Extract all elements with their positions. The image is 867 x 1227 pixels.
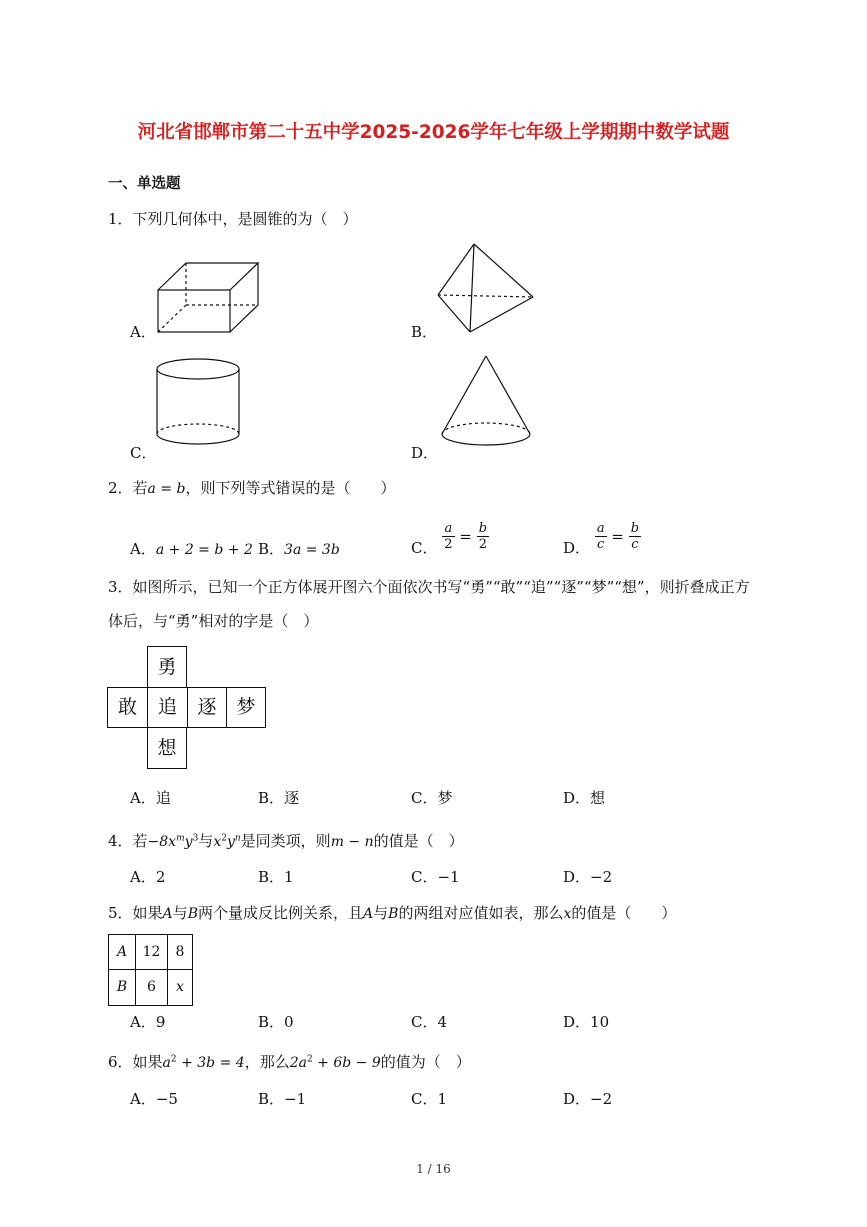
q4-term-1: $-8x^my^3$ xyxy=(147,833,199,850)
q2-condition: a = b xyxy=(147,481,186,497)
q2-option-a-label: A． xyxy=(130,540,156,558)
page-title: 河北省邯郸市第二十五中学2025-2026学年七年级上学期期中数学试题 xyxy=(137,122,730,143)
q4-connector: 与 xyxy=(198,832,214,850)
q2-option-d-left-fraction: $\frac{a}{c}$ xyxy=(596,521,605,552)
cone-icon xyxy=(436,352,536,452)
q4-option-d[interactable]: D．−2 xyxy=(563,868,613,886)
q1-option-d[interactable]: D． xyxy=(411,444,439,462)
question-3-line-2: 体后，与“勇”相对的字是（ ） xyxy=(108,612,319,630)
q2-option-a[interactable] xyxy=(130,538,253,559)
question-1-stem: 1．下列几何体中，是圆锥的为（ ） xyxy=(108,210,358,228)
q2-option-b-label: B． xyxy=(258,540,285,558)
q1-option-a[interactable]: A． xyxy=(130,323,156,341)
q1-option-c[interactable]: C． xyxy=(130,444,157,462)
q6-option-b[interactable]: B．−1 xyxy=(258,1090,307,1108)
q5-option-d[interactable]: D．10 xyxy=(563,1013,610,1031)
q2-option-a-expr: a + 2 = b + 2 xyxy=(155,542,253,558)
question-6-stem: 6．如果$a^2 + 3b = 4$，那么$2a^2 + 6b - 9$的值为（ ） xyxy=(108,1053,471,1071)
q4-option-a[interactable]: A．2 xyxy=(130,868,166,886)
q5-option-c[interactable]: C．4 xyxy=(411,1013,448,1031)
table-cell: 8 xyxy=(167,934,193,970)
net-face-2: 追 xyxy=(147,687,188,728)
question-2-stem xyxy=(108,477,396,498)
q6-option-d[interactable]: D．−2 xyxy=(563,1090,613,1108)
q5-option-a[interactable]: A．9 xyxy=(130,1013,166,1031)
net-face-3: 逐 xyxy=(187,687,227,728)
q4-option-b[interactable]: B．1 xyxy=(258,868,294,886)
q6-condition: $a^2 + 3b = 4$ xyxy=(162,1054,245,1071)
q6-option-a[interactable]: A．−5 xyxy=(130,1090,178,1108)
q2-prefix: 2．若 xyxy=(108,479,148,497)
q3-option-c[interactable]: C．梦 xyxy=(411,789,453,807)
q2-option-d-label: D． xyxy=(563,539,591,557)
q2-suffix: ，则下列等式错误的是（ ） xyxy=(185,479,396,497)
q4-term-2: $x^2y^n$ xyxy=(213,833,241,850)
q5-option-b[interactable]: B．0 xyxy=(258,1013,294,1031)
net-face-1: 敢 xyxy=(107,687,148,728)
q2-option-c-right-fraction: $\frac{b}{2}$ xyxy=(478,521,488,552)
q2-option-c[interactable] xyxy=(411,515,489,558)
q2-option-d[interactable] xyxy=(563,515,641,558)
section-heading: 一、单选题 xyxy=(108,176,181,192)
q4-option-c[interactable]: C．−1 xyxy=(411,868,460,886)
q4-middle-text: 是同类项，则 xyxy=(240,832,331,850)
q4-suffix: 的值是（ ） xyxy=(373,832,464,850)
q6-option-c[interactable]: C．1 xyxy=(411,1090,448,1108)
q3-option-b[interactable]: B．逐 xyxy=(258,789,300,807)
q3-option-d[interactable]: D．想 xyxy=(563,789,606,807)
q4-expression: m − n xyxy=(330,834,374,850)
q2-option-c-label: C． xyxy=(411,539,438,557)
table-cell: x xyxy=(167,969,193,1006)
net-face-top: 勇 xyxy=(147,646,187,688)
question-3-line-1: 3．如图所示，已知一个正方体展开图六个面依次书写“勇”“敢”“追”“逐”“梦”“想”，则折叠成正方 xyxy=(108,578,750,596)
question-5-stem: 5．如果A与B两个量成反比例关系，且A与B的两组对应值如表，那么x的值是（ ） xyxy=(108,904,677,922)
q3-option-a[interactable]: A．追 xyxy=(130,789,171,807)
q1-option-b[interactable]: B． xyxy=(411,323,438,341)
q4-prefix: 4．若 xyxy=(108,832,148,850)
q2-option-b[interactable] xyxy=(258,538,340,559)
net-face-4: 梦 xyxy=(226,687,266,728)
q2-option-c-equals: = xyxy=(459,527,472,546)
cylinder-icon xyxy=(152,356,247,448)
q2-option-c-left-fraction: $\frac{a}{2}$ xyxy=(444,521,453,552)
q2-option-d-equals: = xyxy=(611,527,624,546)
q2-option-b-expr: 3a = 3b xyxy=(284,542,340,558)
table-cell: A xyxy=(108,934,136,970)
pyramid-icon xyxy=(432,240,542,335)
question-4-stem xyxy=(108,830,464,851)
cuboid-icon xyxy=(150,258,265,338)
table-cell: 6 xyxy=(135,969,168,1006)
page-number: 1 / 16 xyxy=(416,1162,451,1176)
q6-expression: $2a^2 + 6b - 9$ xyxy=(289,1054,381,1071)
net-face-bottom: 想 xyxy=(147,727,187,769)
table-cell: 12 xyxy=(135,934,168,970)
q2-option-d-right-fraction: $\frac{b}{c}$ xyxy=(630,521,640,552)
table-cell: B xyxy=(108,969,136,1006)
